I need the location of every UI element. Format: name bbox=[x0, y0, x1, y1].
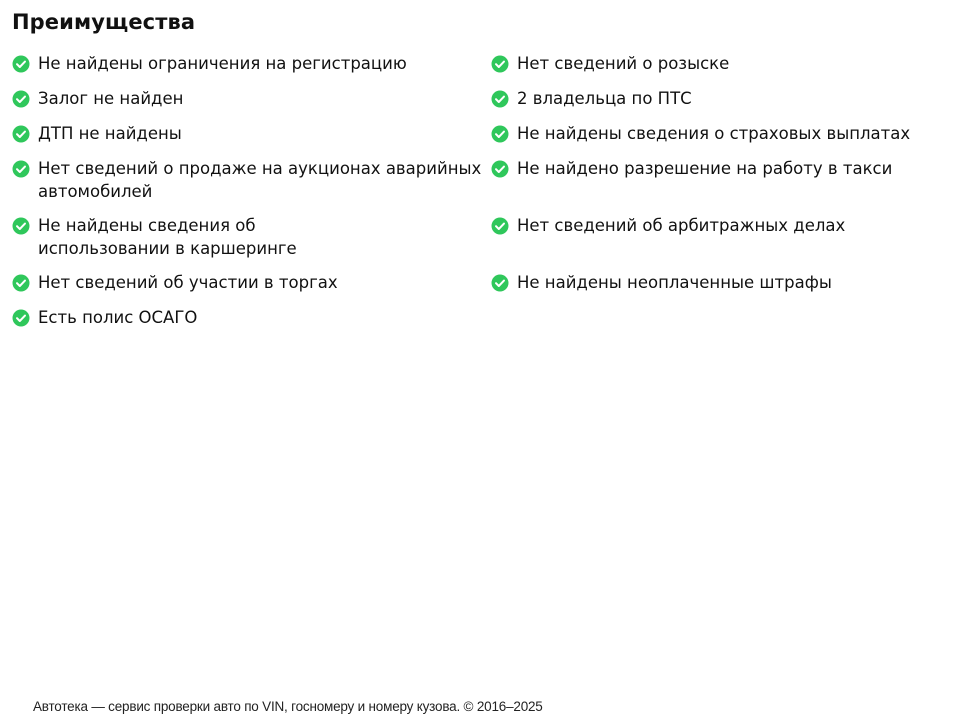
check-circle-icon bbox=[12, 160, 30, 178]
check-circle-icon bbox=[491, 55, 509, 73]
advantage-item bbox=[491, 122, 951, 145]
check-circle-icon bbox=[491, 125, 509, 143]
check-circle-icon bbox=[12, 217, 30, 235]
check-circle-icon bbox=[491, 217, 509, 235]
advantage-item bbox=[491, 271, 951, 294]
advantage-item bbox=[12, 214, 482, 260]
advantage-item bbox=[491, 157, 951, 180]
advantage-label: Нет сведений об участии в торгах bbox=[38, 273, 338, 292]
advantage-item bbox=[491, 214, 951, 237]
advantage-label: Не найдено разрешение на работу в такси bbox=[517, 159, 893, 178]
advantage-label: Не найдены сведения об использовании в каршеринге bbox=[38, 216, 297, 258]
advantage-item bbox=[12, 271, 482, 294]
check-circle-icon bbox=[12, 90, 30, 108]
advantage-item bbox=[491, 52, 951, 75]
advantage-label: Не найдены сведения о страховых выплатах bbox=[517, 124, 911, 143]
advantage-item bbox=[12, 52, 482, 75]
advantage-item bbox=[491, 87, 951, 110]
advantage-label: 2 владельца по ПТС bbox=[517, 89, 692, 108]
section-title: Преимущества bbox=[12, 10, 196, 34]
advantage-label: Нет сведений о розыске bbox=[517, 54, 730, 73]
advantages-left-column bbox=[12, 52, 482, 341]
advantage-item bbox=[12, 87, 482, 110]
advantage-label: Не найдены неоплаченные штрафы bbox=[517, 273, 832, 292]
page-footer: Автотека — сервис проверки авто по VIN, госномеру и номеру кузова. © 2016–2025 bbox=[33, 699, 543, 714]
advantage-label: Залог не найден bbox=[38, 89, 184, 108]
check-circle-icon bbox=[491, 274, 509, 292]
advantages-right-column bbox=[491, 52, 951, 306]
check-circle-icon bbox=[12, 125, 30, 143]
advantage-item bbox=[12, 122, 482, 145]
advantage-label: ДТП не найдены bbox=[38, 124, 182, 143]
check-circle-icon bbox=[12, 274, 30, 292]
advantage-label: Не найдены ограничения на регистрацию bbox=[38, 54, 407, 73]
advantage-label: Нет сведений об арбитражных делах bbox=[517, 216, 846, 235]
check-circle-icon bbox=[12, 55, 30, 73]
advantage-label: Есть полис ОСАГО bbox=[38, 308, 198, 327]
check-circle-icon bbox=[491, 160, 509, 178]
advantage-label: Нет сведений о продаже на аукционах аварийных автомобилей bbox=[38, 159, 482, 201]
advantage-item bbox=[12, 306, 482, 329]
check-circle-icon bbox=[491, 90, 509, 108]
advantage-item bbox=[12, 157, 482, 203]
check-circle-icon bbox=[12, 309, 30, 327]
